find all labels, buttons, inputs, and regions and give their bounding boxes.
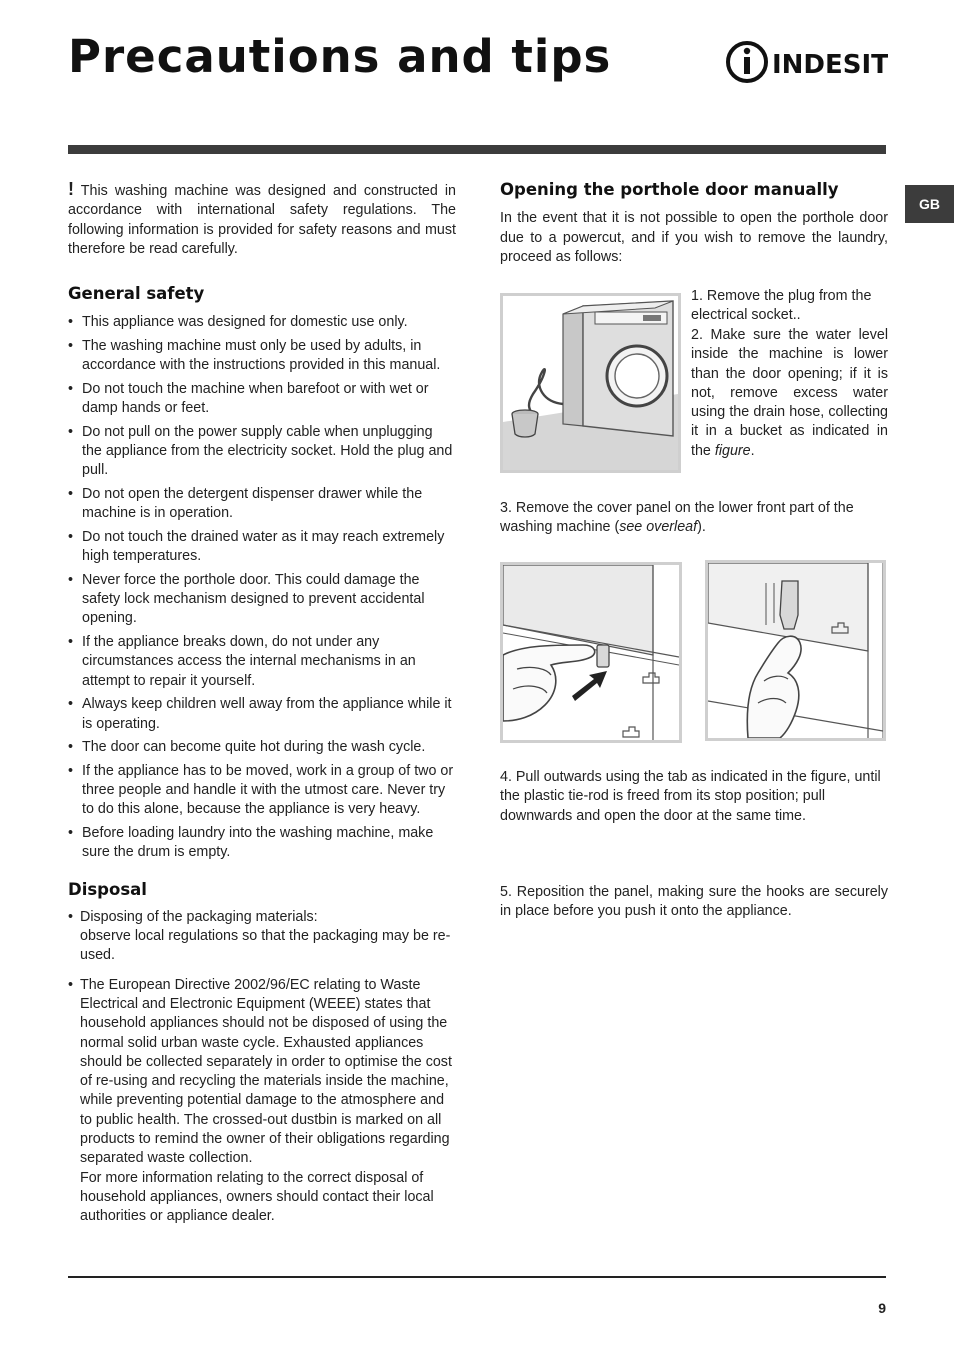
warning-mark: ! — [68, 179, 74, 199]
step-2-text — [691, 326, 888, 461]
list-item: • The washing machine must only be used by adults, in accordance with the instructions provided in this manual. — [68, 337, 456, 376]
right-column — [500, 180, 888, 267]
page-title: Precautions and tips — [68, 30, 612, 83]
footer-divider — [68, 1276, 886, 1278]
porthole-intro: In the event that it is not possible to open the porthole door due to a powercut, and if you wish to remove the laundry, proceed as follows: — [500, 210, 888, 265]
drain-hose-figure — [500, 293, 681, 473]
porthole-heading: Opening the porthole door manually — [500, 180, 839, 199]
disposal-item-lead: Disposing of the packaging materials: — [80, 908, 318, 925]
step-3-text-part: ). — [697, 519, 706, 536]
list-item: • This appliance was designed for domestic use only. — [68, 313, 456, 332]
step-2-emphasis: figure — [714, 442, 751, 459]
list-item: • Do not touch the drained water as it may reach extremely high temperatures. — [68, 528, 456, 567]
indesit-logo — [724, 38, 888, 86]
brand-wordmark: INDESIT — [772, 50, 888, 80]
left-column — [68, 180, 456, 1235]
list-item: • Before loading laundry into the washing machine, make sure the drum is empty. — [68, 824, 456, 863]
list-item: • If the appliance breaks down, do not under any circumstances access the internal mechanisms in an attempt to repair it yourself. — [68, 633, 456, 691]
step-2-text-part: 2. Make sure the water level inside the machine is lower than the door opening; if it is not, remove excess water using the drain hose, collecting it in a bucket as indicated in the — [691, 327, 888, 459]
page-number: 9 — [878, 1300, 886, 1316]
step-4-text: 4. Pull outwards using the tab as indicated in the figure, until the plastic tie-rod is freed from its stop position; pull downwards and open the door at the same time. — [500, 769, 881, 824]
general-safety-list — [68, 313, 456, 862]
language-tab: GB — [905, 185, 954, 223]
disposal-list — [68, 908, 456, 1227]
disposal-heading: Disposal — [68, 880, 147, 900]
step-5-text: 5. Reposition the panel, making sure the hooks are securely in place before you push it onto the appliance. — [500, 884, 888, 920]
list-item: • Do not pull on the power supply cable when unplugging the appliance from the electricity socket. Hold the plug and pull. — [68, 423, 456, 481]
list-item — [68, 976, 456, 1227]
step-2-text-part: . — [750, 442, 755, 459]
list-item: • If the appliance has to be moved, work in a group of two or three people and handle it with the utmost care. Never try to do this alone, because the appliance is very heavy. — [68, 762, 456, 820]
list-item: • The door can become quite hot during the wash cycle. — [68, 738, 456, 757]
list-item: • Do not touch the machine when barefoot or with wet or damp hands or feet. — [68, 380, 456, 419]
step-1-text: 1. Remove the plug from the electrical socket.. — [691, 288, 872, 324]
disposal-item-lead: The European Directive 2002/96/EC relating to Waste Electrical and Electronic Equipment (WEEE) states that household appliances should not be disposed of using the normal solid urban waste cycle. Exhausted appliances should be collected separately in order to optimise the cost of re-using and recycling the materials inside the machine, while preventing potential damage to the atmosphere and to public health. The crossed-out dustbin is marked on all products to remind the owner of their obligations regarding separated waste collection. — [80, 976, 452, 1167]
hold-tab-figure — [705, 560, 886, 741]
list-item: • Do not open the detergent dispenser drawer while the machine is in operation. — [68, 485, 456, 524]
disposal-item-body: observe local regulations so that the packaging may be re-used. — [80, 928, 451, 964]
step-3-emphasis: see overleaf — [619, 519, 698, 536]
step-3-text-part: 3. Remove the cover panel on the lower front part of the washing machine ( — [500, 500, 854, 536]
general-safety-heading: General safety — [68, 284, 205, 304]
list-item — [68, 908, 456, 966]
pull-tab-figure — [500, 562, 682, 743]
list-item: • Never force the porthole door. This could damage the safety lock mechanism designed to prevent accidental opening. — [68, 571, 456, 629]
intro-text: This washing machine was designed and constructed in accordance with international safety regulations. The following information is provided for safety reasons and must therefore be read carefully. — [68, 183, 456, 257]
list-item: • Always keep children well away from the appliance while it is operating. — [68, 695, 456, 734]
intro-paragraph — [68, 180, 456, 259]
header-divider — [68, 145, 886, 154]
disposal-item-body: For more information relating to the correct disposal of household appliances, owners should contact their local authorities or appliance dealer. — [80, 1169, 434, 1225]
step-3-text — [500, 499, 888, 538]
